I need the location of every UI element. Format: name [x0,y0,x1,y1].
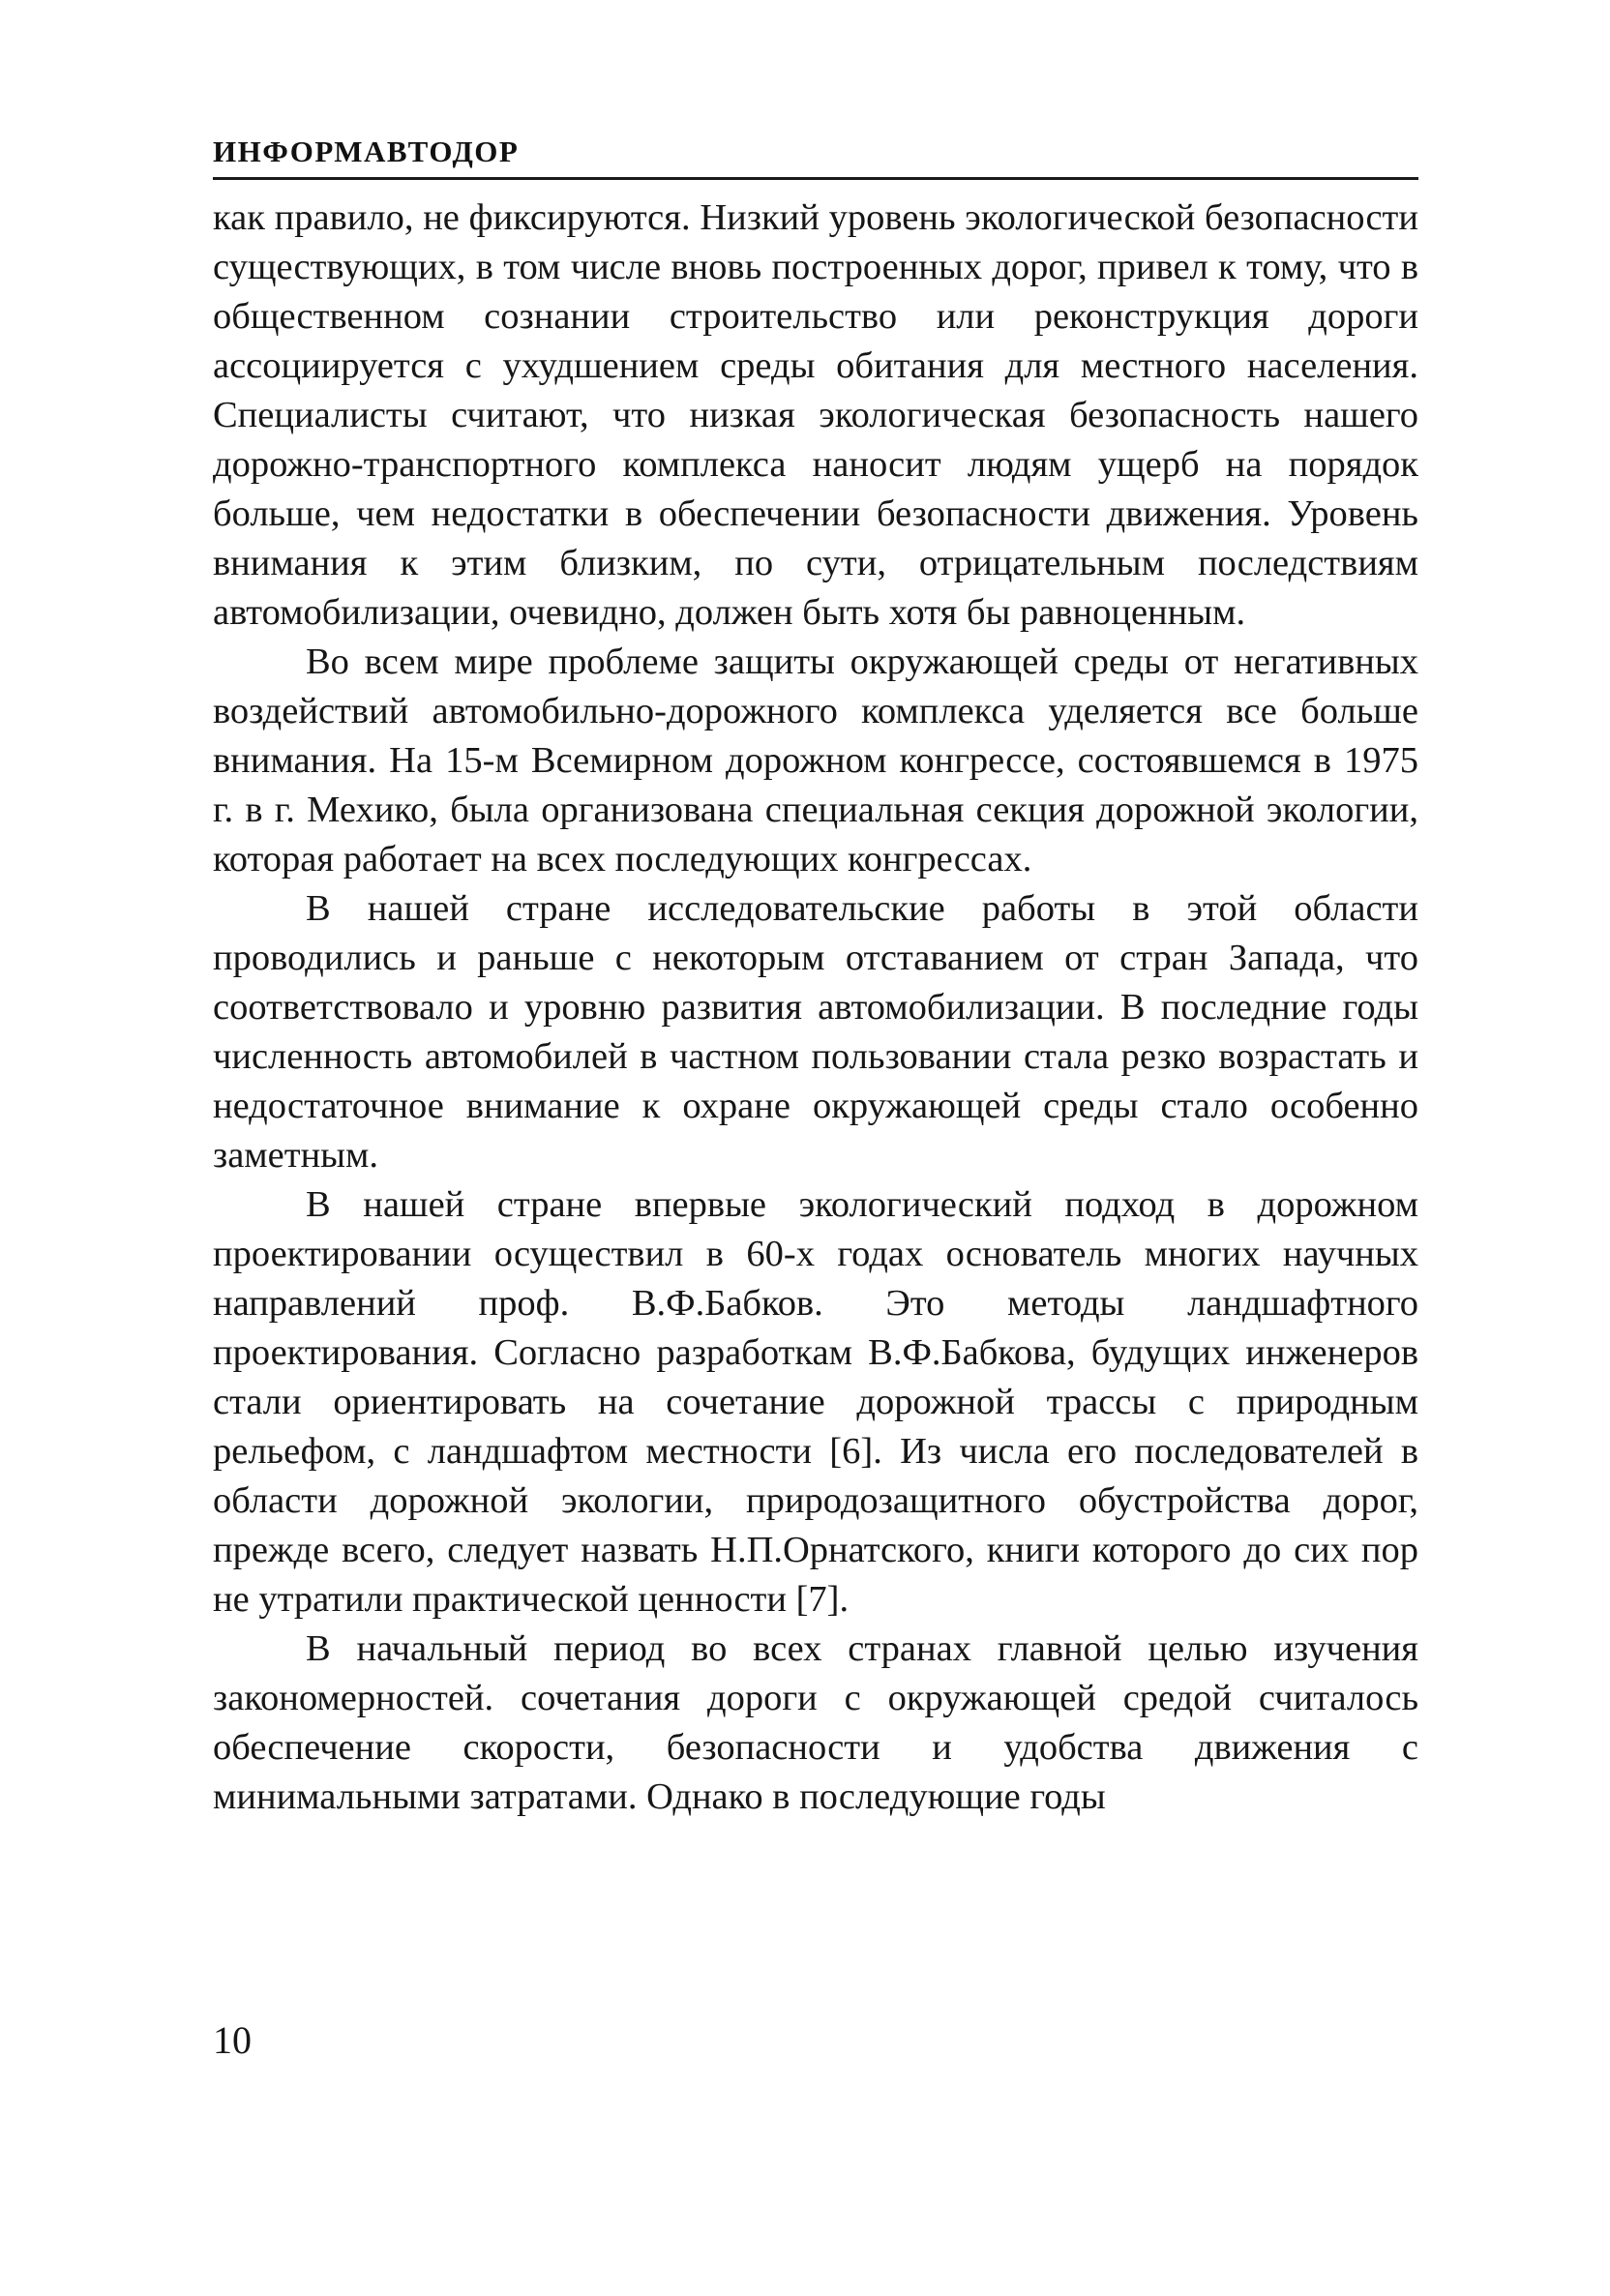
paragraph: В нашей стране впервые экологический подход в дорожном проектировании осуществил в 60-х годах основатель многих научных направлений проф. В.Ф.Бабков. Это методы ландшафтного проектирования. Согласно разработкам В.Ф.Бабкова, будущих инженеров стали ориентировать на сочетание дорожной трассы с природным рельефом, с ландшафтом местности [6]. Из числа его последователей в области дорожной экологии, природозащитного обустройства дорог, прежде всего, следует назвать Н.П.Орнатского, книги которого до сих пор не утратили практической ценности [7]. [213,1184,1418,1620]
paragraph: как правило, не фиксируются. Низкий уровень экологической безопасности существующих, в том числе вновь построенных дорог, привел к тому, что в общественном сознании строительство или реконструкция дороги ассоциируется с ухудшением среды обитания для местного населения. Специалисты считают, что низкая экологическая безопасность нашего дорожно-транспортного комплекса наносит людям ущерб на порядок больше, чем недостатки в обеспечении безопасности движения. Уровень внимания к этим близким, по сути, отрицательным последствиям автомобилизации, очевидно, должен быть хотя бы равноценным. [213,197,1418,633]
paragraph: В нашей стране исследовательские работы в этой области проводились и раньше с некоторым отставанием от стран Запада, что соответствовало и уровню развития автомобилизации. В последние годы численность автомобилей в частном пользовании стала резко возрастать и недостаточное внимание к охране окружающей среды стало особенно заметным. [213,888,1418,1176]
body-text [213,194,1418,1822]
header-divider [213,177,1418,180]
paragraph: Во всем мире проблеме защиты окружающей среды от негативных воздействий автомобильно-дорожного комплекса уделяется все больше внимания. На 15-м Всемирном дорожном конгрессе, состоявшемся в 1975 г. в г. Мехико, была организована специальная секция дорожной экологии, которая работает на всех последующих конгрессах. [213,641,1418,880]
running-header-title: ИНФОРМАВТОДОР [213,134,520,168]
document-page [213,0,1418,2296]
page-number: 10 [213,2018,252,2062]
paragraph: В начальный период во всех странах главной целью изучения закономерностей. сочетания дороги с окружающей средой считалось обеспечение скорости, безопасности и удобства движения с минимальными затратами. Однако в последующие годы [213,1628,1418,1817]
